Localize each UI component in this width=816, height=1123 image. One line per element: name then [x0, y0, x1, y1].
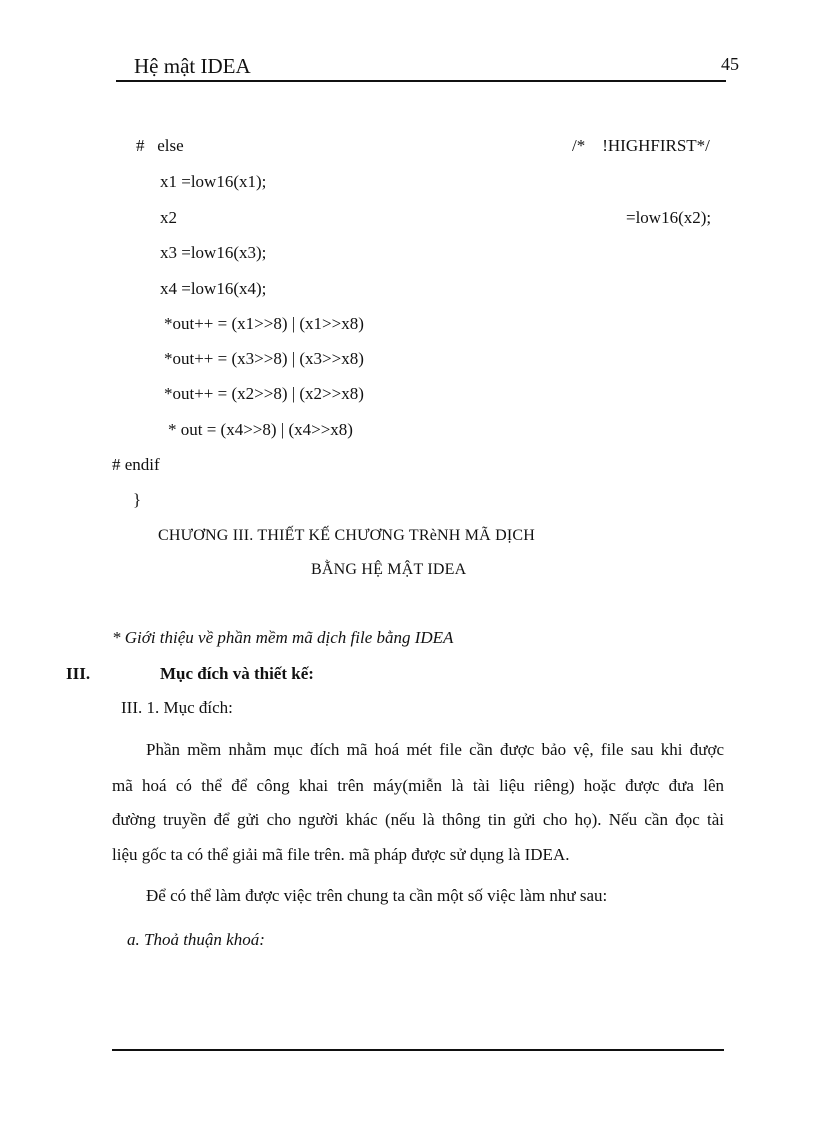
code-out-3: *out++ = (x2>>8) | (x2>>x8) — [164, 384, 364, 403]
chapter-title-line-1: CHƯƠNG III. THIẾT KẾ CHƯƠNG TRèNH MÃ DỊCH — [158, 527, 536, 544]
subsection-title: III. 1. Mục đích: — [121, 698, 233, 717]
code-else-line: # else — [136, 136, 184, 155]
paragraph-1-line-1: Phần mềm nhằm mục đích mã hoá mét file cần được bảo vệ, file sau khi được — [146, 740, 724, 759]
paragraph-1-line-4: liệu gốc ta có thể giải mã file trên. mã pháp được sử dụng là IDEA. — [112, 845, 570, 864]
section-title: Mục đích và thiết kế: — [160, 664, 314, 683]
header-rule — [116, 80, 726, 82]
paragraph-1-line-3: đường truyền để gửi cho người khác (nếu là thông tin gửi cho họ). Nếu cần đọc tài — [112, 810, 724, 829]
code-out-1: *out++ = (x1>>8) | (x1>>x8) — [164, 314, 364, 333]
paragraph-1-line-2: mã hoá có thể để công khai trên máy(miễn là tài liệu riêng) hoặc được đưa lên — [112, 776, 724, 795]
code-out-2: *out++ = (x3>>8) | (x3>>x8) — [164, 349, 364, 368]
footer-rule — [112, 1049, 724, 1051]
intro-note: * Giới thiệu về phần mềm mã dịch file bằng IDEA — [112, 628, 454, 647]
code-x3: x3 =low16(x3); — [160, 243, 267, 262]
code-x4: x4 =low16(x4); — [160, 279, 267, 298]
code-endif: # endif — [112, 455, 160, 474]
code-x1: x1 =low16(x1); — [160, 172, 267, 191]
section-number: III. — [66, 664, 91, 683]
code-out-4: * out = (x4>>8) | (x4>>x8) — [168, 420, 353, 439]
chapter-title-line-2: BẰNG HỆ MẬT IDEA — [311, 561, 467, 578]
code-closing-brace: } — [133, 490, 142, 509]
code-x2-right: =low16(x2); — [626, 208, 712, 227]
code-else-comment: /* !HIGHFIRST*/ — [572, 136, 710, 155]
item-a-heading: a. Thoả thuận khoá: — [127, 930, 265, 949]
code-x2-left: x2 — [160, 208, 177, 227]
paragraph-2: Để có thể làm được việc trên chung ta cần một số việc làm như sau: — [146, 886, 608, 905]
page-number: 45 — [721, 54, 739, 74]
header-title: Hệ mật IDEA — [134, 54, 251, 78]
